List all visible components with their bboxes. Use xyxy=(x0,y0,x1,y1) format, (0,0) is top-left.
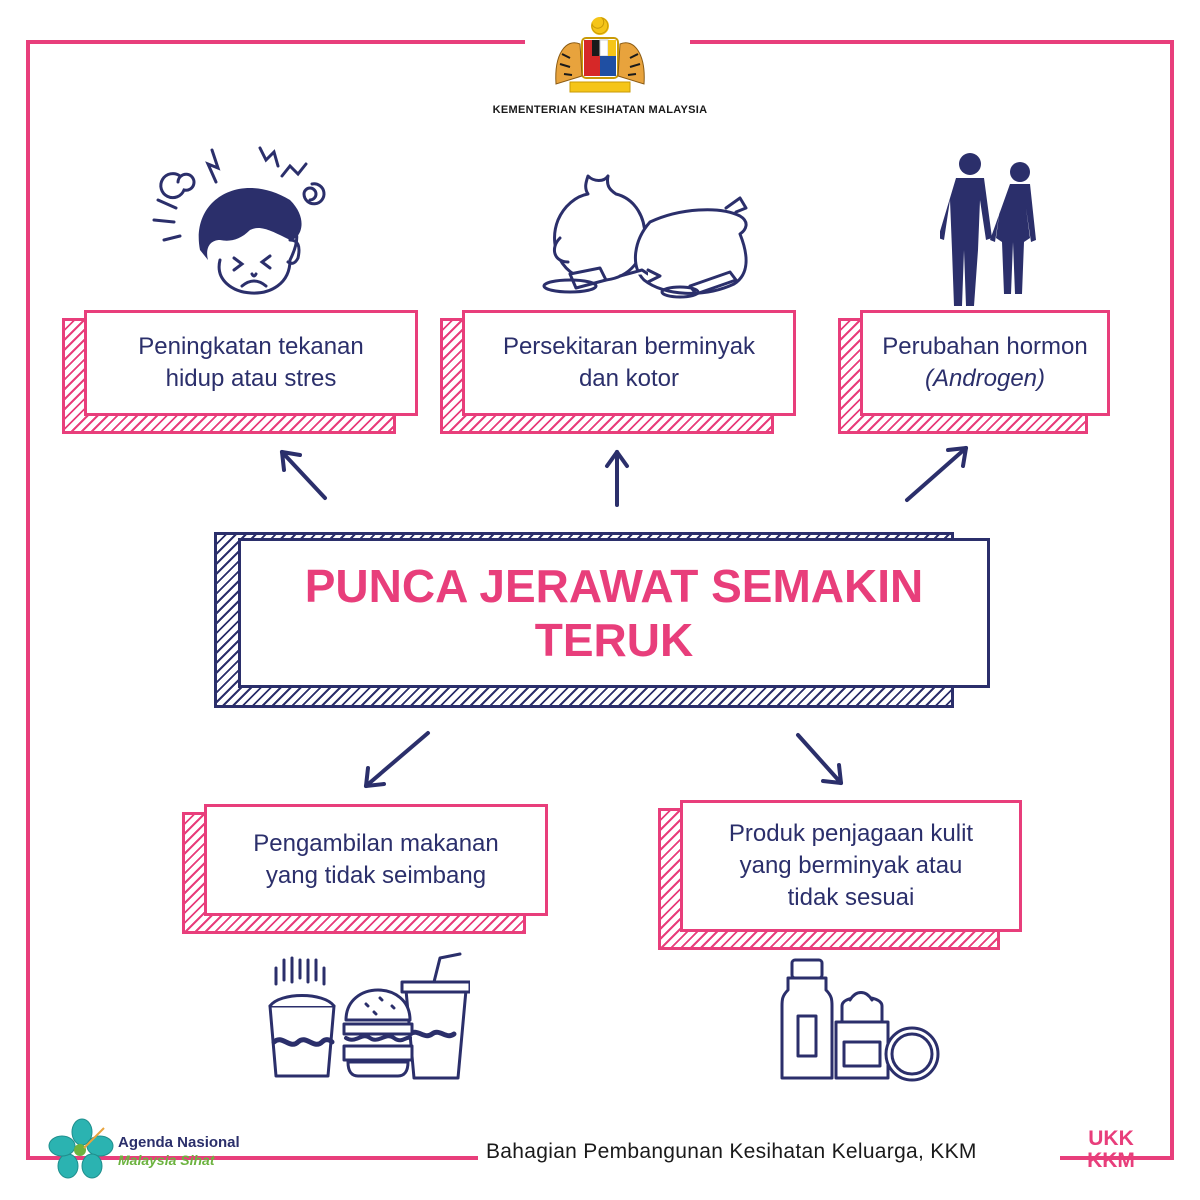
cause-environment-line2: dan kotor xyxy=(578,365,680,392)
stressed-person-icon xyxy=(150,140,330,305)
cause-food-line2: yang tidak seimbang xyxy=(265,862,487,889)
arrow-to-hormone xyxy=(907,448,966,500)
cause-environment-box xyxy=(462,318,796,416)
agenda-subtitle: Malaysia Sihat xyxy=(118,1152,215,1168)
emblem-icon xyxy=(548,14,652,100)
cause-skincare-line3: tidak sesuai xyxy=(787,884,915,911)
cause-stress-line1: Peningkatan tekanan xyxy=(138,333,364,360)
cause-skincare-box xyxy=(680,808,1022,932)
cause-environment-line1: Persekitaran berminyak xyxy=(502,333,756,360)
cause-skincare-line2: yang berminyak atau xyxy=(739,852,963,879)
cause-hormone-line1: Perubahan hormon xyxy=(882,333,1088,360)
arrow-to-stress xyxy=(282,452,325,498)
cause-stress-box xyxy=(84,318,418,416)
skincare-products-icon xyxy=(776,956,942,1082)
main-title-line2: TERUK xyxy=(534,614,694,666)
hibiscus-icon xyxy=(48,1118,116,1180)
arrow-to-food xyxy=(366,733,428,786)
cause-stress-line2: hidup atau stres xyxy=(165,365,337,392)
ukk-logo xyxy=(1080,1128,1142,1174)
ukk-line1: UKK xyxy=(1088,1127,1134,1150)
arrow-to-environment xyxy=(607,452,627,505)
footer-division: Bahagian Pembangunan Kesihatan Keluarga, KKM xyxy=(486,1140,977,1163)
agenda-title: Agenda Nasional xyxy=(118,1134,240,1151)
cause-food-box xyxy=(204,812,548,916)
arrow-to-skincare xyxy=(798,735,841,783)
garbage-bags-icon xyxy=(540,168,750,303)
human-figures-icon xyxy=(940,150,1050,310)
cause-hormone-line2: (Androgen) xyxy=(924,365,1046,392)
cause-hormone-box xyxy=(860,318,1110,416)
main-title-box xyxy=(214,532,984,708)
ministry-name: KEMENTERIAN KESIHATAN MALAYSIA xyxy=(492,104,708,116)
cause-food-line1: Pengambilan makanan xyxy=(253,830,499,857)
cause-skincare-line1: Produk penjagaan kulit xyxy=(728,820,974,847)
fast-food-icon xyxy=(266,950,470,1082)
main-title-line1: PUNCA JERAWAT SEMAKIN xyxy=(304,560,924,612)
ukk-line2: KKM xyxy=(1087,1149,1135,1172)
